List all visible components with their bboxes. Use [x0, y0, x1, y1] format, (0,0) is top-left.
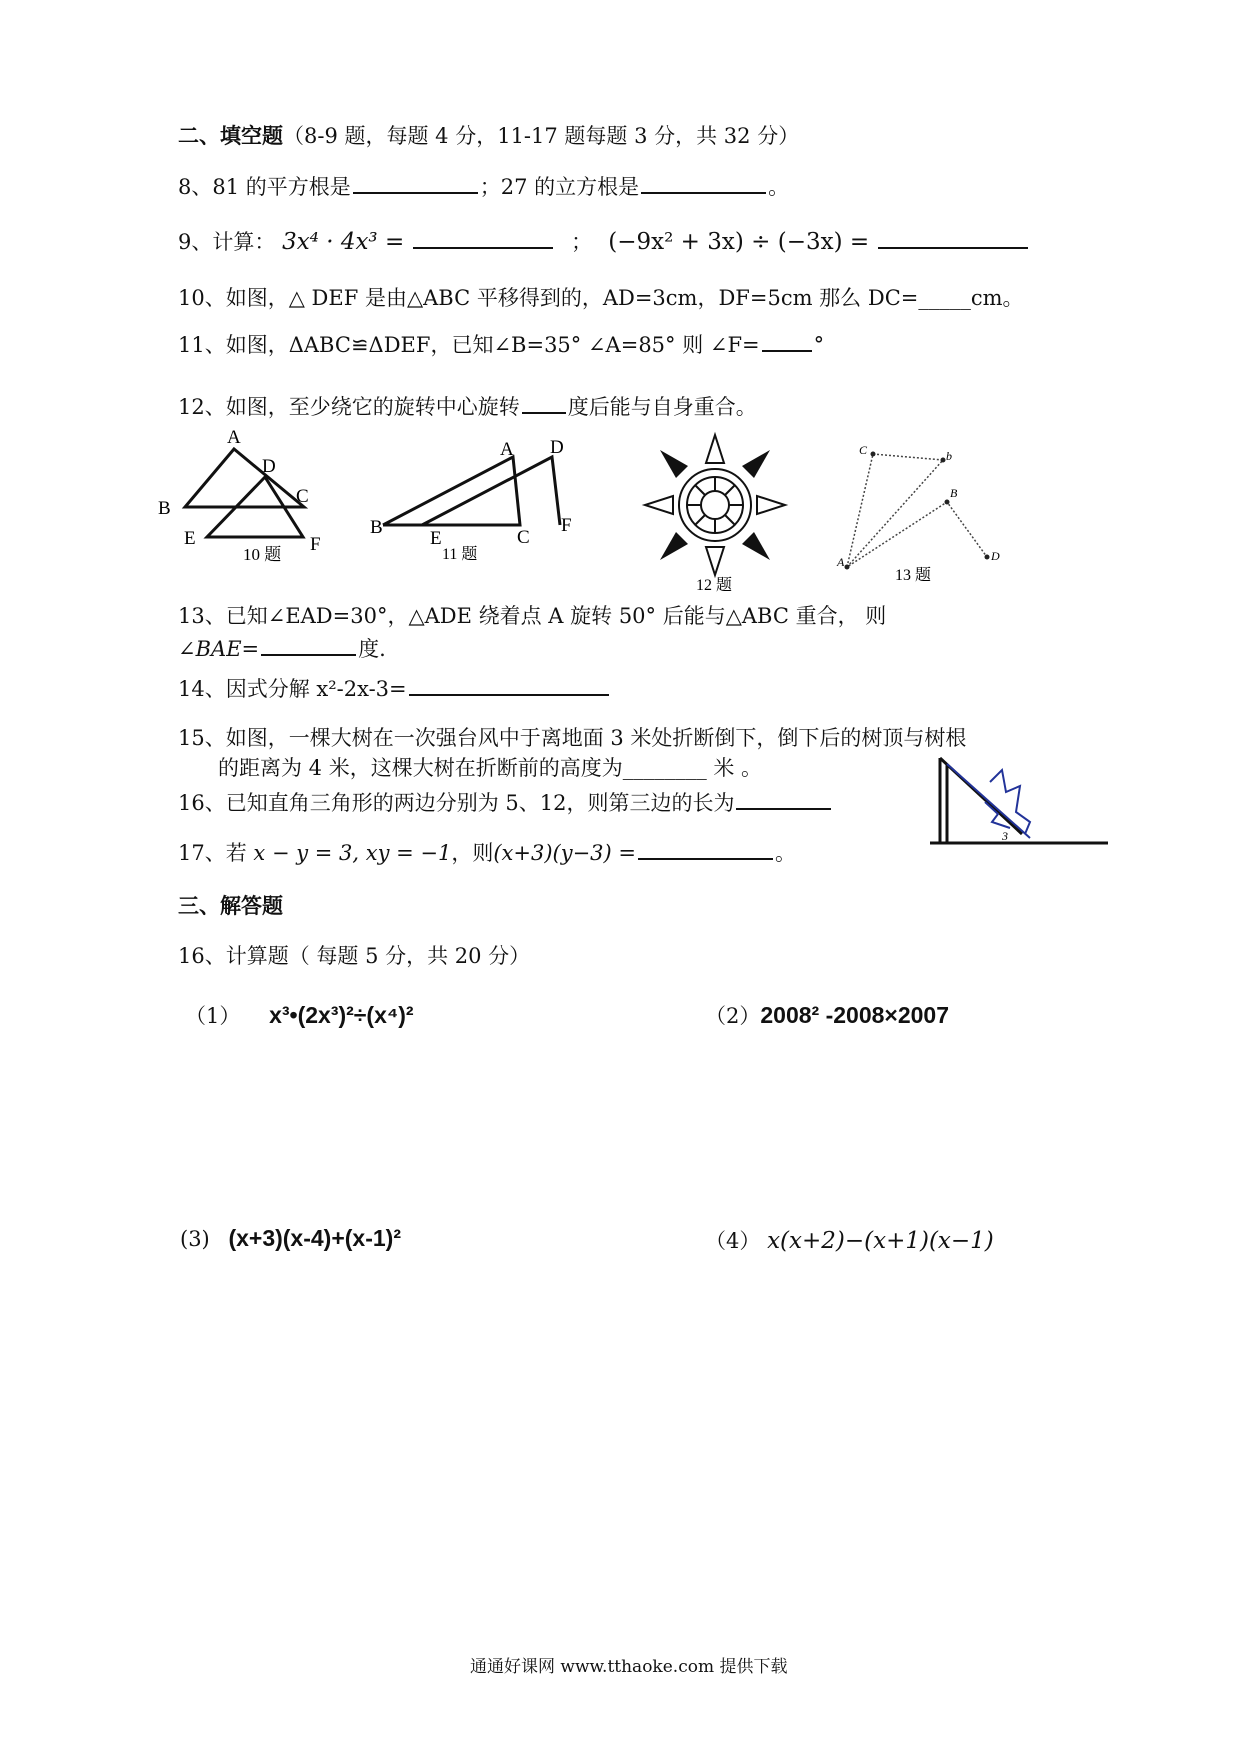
calc-p4-expr: x(x+2)−(x+1)(x−1) — [767, 1228, 994, 1254]
figure-12 — [640, 430, 790, 595]
calc-heading: 16、计算题（ 每题 5 分，共 20 分） — [178, 944, 531, 968]
calc-p4-label: （4） — [705, 1229, 761, 1253]
q11-degree: ° — [813, 333, 825, 357]
fig12-caption: 12 题 — [696, 577, 733, 594]
q8-blank-2[interactable] — [641, 170, 766, 194]
fig11-label-d: D — [550, 437, 564, 458]
q9-separator: ； — [571, 230, 593, 254]
fig10-label-a: A — [227, 427, 241, 448]
question-15-line-1: 15、如图，一棵大树在一次强台风中于离地面 3 米处折断倒下，倒下后的树顶与树根 — [178, 726, 967, 750]
fig11-label-f: F — [561, 515, 572, 536]
q17-text-c: 。 — [775, 841, 797, 865]
figure-13 — [835, 440, 1010, 590]
section3-title: 三、解答题 — [178, 893, 283, 918]
q9-expr-1: 3x⁴ · 4x³ = — [282, 229, 405, 255]
q17-condition: x − y = 3, xy = −1 — [253, 841, 452, 865]
q17-blank[interactable] — [638, 836, 773, 860]
fig13-label-b: B — [950, 486, 958, 500]
q9-expr-2: (−9x² + 3x) ÷ (−3x) = — [608, 229, 870, 255]
q11-text: 11、如图，ΔABC≌ΔDEF，已知∠B=35° ∠A=85° 则 ∠F= — [178, 333, 760, 357]
q9-text: 9、计算： — [178, 230, 276, 254]
q13-blank[interactable] — [261, 632, 356, 656]
q8-blank-1[interactable] — [353, 170, 478, 194]
q16-blank[interactable] — [736, 786, 831, 810]
fig10-label-d: D — [262, 456, 276, 477]
calc-problem-4 — [705, 1225, 994, 1255]
q17-text-a: 17、若 — [178, 841, 247, 865]
q9-blank-2[interactable] — [878, 225, 1028, 249]
fig13-label-b-lower: b — [946, 449, 952, 463]
figure-11 — [370, 435, 595, 565]
q11-blank[interactable] — [762, 328, 812, 352]
fig10-label-e: E — [184, 528, 196, 549]
calc-p2-label: （2） — [705, 1004, 761, 1028]
q14-blank[interactable] — [409, 672, 609, 696]
calc-p3-expr: (x+3)(x-4)+(x-1)² — [228, 1225, 401, 1251]
q8-text-b: ；27 的立方根是 — [479, 175, 640, 199]
q16-text: 16、已知直角三角形的两边分别为 5、12，则第三边的长为 — [178, 791, 735, 815]
fig13-label-d: D — [991, 549, 1000, 563]
question-8 — [178, 170, 789, 201]
calc-problem-3 — [180, 1225, 401, 1252]
fig11-label-a: A — [500, 439, 514, 460]
calc-problem-1 — [185, 1000, 414, 1030]
question-17 — [178, 836, 796, 867]
q9-blank-1[interactable] — [413, 225, 553, 249]
q14-text: 14、因式分解 x²-2x-3= — [178, 677, 407, 701]
q12-blank[interactable] — [522, 390, 566, 414]
question-12 — [178, 390, 757, 421]
calc-problem-2 — [705, 1000, 949, 1030]
section2-heading — [178, 120, 799, 150]
q17-expr: (x+3)(y−3) = — [493, 841, 637, 865]
section2-note: （8-9 题，每题 4 分，11-17 题每题 3 分，共 32 分） — [283, 124, 800, 148]
fig10-label-b: B — [158, 498, 171, 519]
question-10: 10、如图，△ DEF 是由△ABC 平移得到的，AD=3cm，DF=5cm 那么 DC=_____cm。 — [178, 286, 1024, 310]
fig15-label: 3 — [1002, 829, 1008, 843]
question-13-line-1: 13、已知∠EAD=30°，△ADE 绕着点 A 旋转 50° 后能与△ABC 重合， 则 — [178, 604, 887, 628]
q17-text-b: ，则 — [451, 841, 494, 865]
q13-angle: ∠BAE= — [178, 637, 260, 661]
fig11-label-c: C — [517, 527, 530, 548]
fig10-label-c: C — [296, 486, 309, 507]
fig10-caption: 10 题 — [243, 545, 282, 564]
fig13-caption: 13 题 — [895, 567, 932, 584]
figure-10 — [155, 425, 345, 570]
q12-text-a: 12、如图，至少绕它的旋转中心旋转 — [178, 395, 520, 419]
question-16 — [178, 786, 833, 817]
question-11 — [178, 328, 824, 359]
question-9 — [178, 225, 1030, 256]
fig13-label-a: A — [837, 555, 845, 569]
fig11-caption: 11 题 — [442, 546, 478, 563]
fig11-label-e: E — [430, 528, 442, 549]
fig11-label-b: B — [370, 517, 383, 538]
question-14 — [178, 672, 611, 703]
calc-p2-expr: 2008² -2008×2007 — [760, 1002, 950, 1028]
q13-unit: 度. — [358, 637, 386, 661]
fig10-label-f: F — [310, 534, 321, 555]
fig13-label-c: C — [859, 443, 868, 457]
question-13-line-2 — [178, 632, 386, 663]
q12-text-b: 度后能与自身重合。 — [567, 395, 757, 419]
q8-text-c: 。 — [768, 175, 790, 199]
question-15-line-2: 的距离为 4 米，这棵大树在折断前的高度为________ 米 。 — [218, 756, 763, 780]
calc-p3-label: (3) — [180, 1227, 210, 1251]
q8-text-a: 8、81 的平方根是 — [178, 175, 351, 199]
figure-15 — [930, 752, 1110, 852]
section2-title: 二、填空题 — [178, 123, 283, 148]
calc-p1-expr: x³•(2x³)²÷(x⁴)² — [269, 1002, 414, 1028]
footer: 通通好课网 www.tthaoke.com 提供下载 — [470, 1657, 788, 1677]
calc-p1-label: （1） — [185, 1004, 241, 1028]
